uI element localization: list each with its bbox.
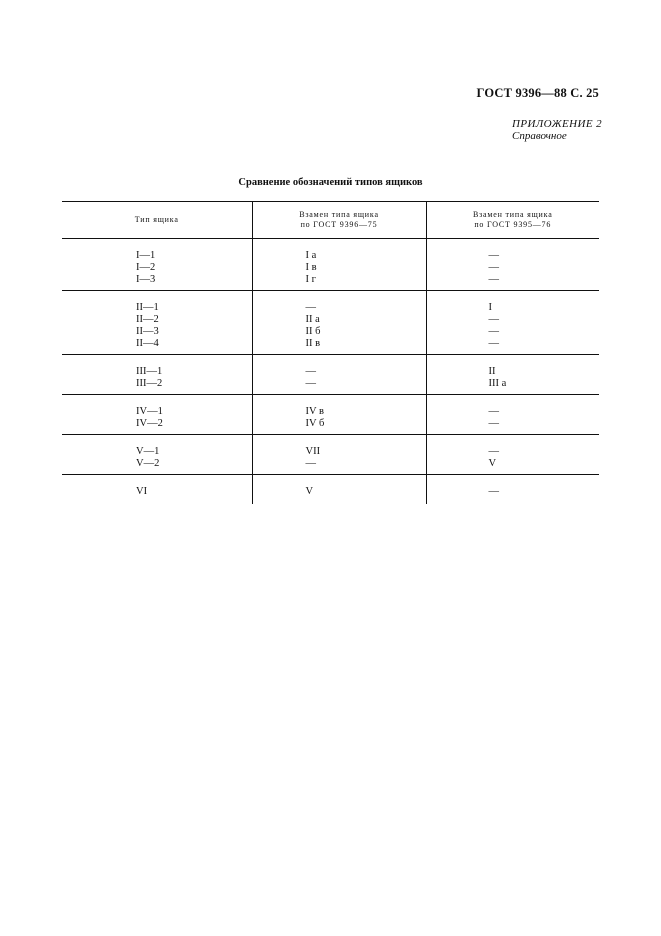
cell-line: I—2	[136, 262, 156, 273]
appendix-label	[512, 118, 602, 142]
cell-line: —	[488, 406, 499, 417]
cell-line: I—3	[136, 274, 156, 285]
cell-line: V—2	[136, 458, 160, 469]
cell-line: II в	[305, 338, 321, 349]
cell-line: VI	[136, 486, 148, 497]
cell-line: IV—1	[136, 406, 163, 417]
cell-line: II—3	[136, 326, 159, 337]
appendix-number: ПРИЛОЖЕНИЕ 2	[512, 118, 603, 130]
cell-line: II—1	[136, 302, 159, 313]
table-cell-c2	[252, 475, 426, 505]
table-cell-c1	[62, 435, 252, 475]
cell-line: —	[305, 458, 316, 469]
cell-line: III—1	[136, 366, 163, 377]
table-row-group	[62, 395, 599, 435]
cell-line: I г	[305, 274, 316, 285]
cell-line: —	[488, 314, 499, 325]
cell-line: —	[488, 486, 499, 497]
comparison-table	[62, 201, 599, 504]
column-header-box-type: Тип ящика	[62, 202, 252, 239]
table-cell-c2	[252, 395, 426, 435]
table-cell-c2	[252, 291, 426, 355]
table-cell-c1	[62, 239, 252, 291]
table-cell-c1	[62, 475, 252, 505]
cell-line: —	[305, 366, 316, 377]
table-cell-c3	[426, 355, 599, 395]
table-cell-c3	[426, 395, 599, 435]
cell-line: —	[488, 262, 499, 273]
table-row-group	[62, 239, 599, 291]
table-cell-c2	[252, 355, 426, 395]
table-cell-c2	[252, 239, 426, 291]
cell-line: —	[305, 378, 316, 389]
table-cell-c1	[62, 355, 252, 395]
table-row-group	[62, 475, 599, 505]
cell-line: —	[305, 302, 316, 313]
cell-line: IV в	[305, 406, 324, 417]
cell-line: II а	[305, 314, 320, 325]
appendix-note: Справочное	[512, 130, 567, 142]
table-title: Сравнение обозначений типов ящиков	[238, 177, 423, 188]
cell-line: IV б	[305, 418, 325, 429]
table-cell-c2	[252, 435, 426, 475]
cell-line: III а	[488, 378, 507, 389]
cell-line: II б	[305, 326, 321, 337]
table-cell-c3	[426, 291, 599, 355]
table-cell-c1	[62, 395, 252, 435]
table-header-row	[62, 202, 599, 239]
document-code: ГОСТ 9396—88 С. 25	[476, 86, 599, 100]
table-row-group	[62, 355, 599, 395]
cell-line: —	[488, 250, 499, 261]
cell-line: I	[488, 302, 492, 313]
cell-line: —	[488, 326, 499, 337]
cell-line: IV—2	[136, 418, 163, 429]
table-body	[62, 239, 599, 505]
cell-line: —	[488, 446, 499, 457]
table-cell-c3	[426, 239, 599, 291]
cell-line: —	[488, 338, 499, 349]
cell-line: V	[488, 458, 497, 469]
cell-line: V—1	[136, 446, 160, 457]
cell-line: I в	[305, 262, 317, 273]
cell-line: I—1	[136, 250, 156, 261]
cell-line: III—2	[136, 378, 163, 389]
column-header-gost-9396-75: Взамен типа ящика по ГОСТ 9396—75	[252, 202, 426, 239]
column-header-gost-9395-76: Взамен типа ящика по ГОСТ 9395—76	[426, 202, 599, 239]
cell-line: —	[488, 274, 499, 285]
cell-line: VII	[305, 446, 321, 457]
table-row-group	[62, 435, 599, 475]
table-cell-c3	[426, 435, 599, 475]
cell-line: II—2	[136, 314, 159, 325]
table-cell-c1	[62, 291, 252, 355]
table-cell-c3	[426, 475, 599, 505]
cell-line: I а	[305, 250, 317, 261]
cell-line: II	[488, 366, 496, 377]
cell-line: II—4	[136, 338, 159, 349]
cell-line: —	[488, 418, 499, 429]
cell-line: V	[305, 486, 314, 497]
table-row-group	[62, 291, 599, 355]
